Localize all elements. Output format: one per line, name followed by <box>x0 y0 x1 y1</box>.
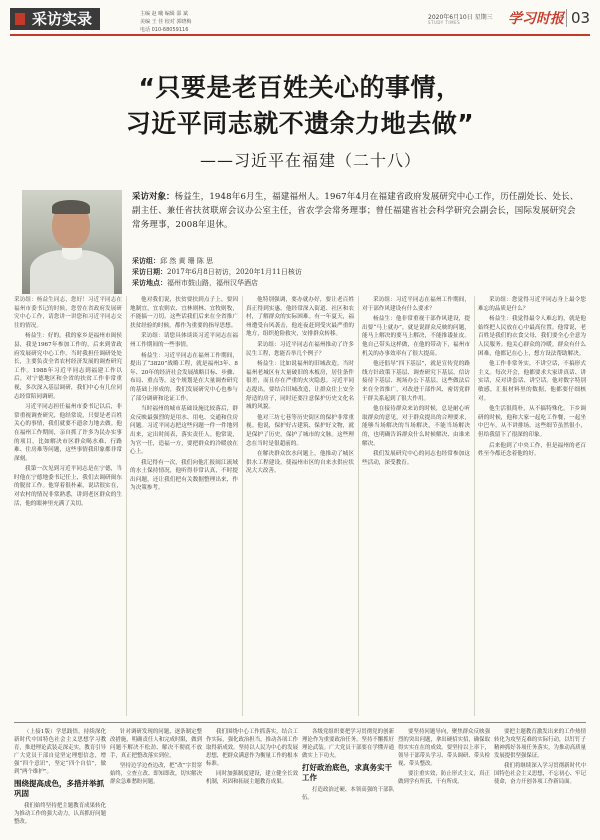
article-paragraph: 他还倡导“四下基层”，就是宣传党的路线方针政策下基层、调查研究下基层、信访接待下基层、现场办公下基层。这些做法后来在全省推广，对改进干部作风、密切党群干群关系起到了很大作用。 <box>362 361 470 402</box>
headline-line-2: 习近平同志就不遗余力地去做” <box>125 109 475 138</box>
secondary-paragraph: 各级党组织要把学习贯彻党的创新理论作为重要政治任务，坚持不懈抓好理论武装。广大党员干部要在学懂弄通做实上下功夫。 <box>302 729 394 759</box>
secondary-paragraph: 针对调研发现的问题，逐条制定整改措施，明确责任人和完成时限，做到问题不解决不松劲、解决不彻底不放手，真正把整改落实到位。 <box>110 729 202 759</box>
page-number: 03 <box>566 9 590 27</box>
column-rule <box>358 296 359 716</box>
article-column <box>246 296 354 716</box>
secondary-paragraph: 我们始终坚持把主题教育成果转化为推动工作的强大动力，认真抓好问题整改。 <box>14 803 106 825</box>
article-paragraph: 我第一次见到习近平同志是在宁德，当时他在宁德地委书记任上，我们去调研闽东的脱贫工作。他穿着很朴素，说话很实在，对农村的情况非常熟悉，讲到老区群众的生活，他的眼神里充满了关切。 <box>14 466 122 507</box>
editor-line: 主编 赵 曦 编辑 邵 斌 <box>140 11 188 17</box>
secondary-paragraph: 我们将继续深入学习贯彻新时代中国特色社会主义思想，不忘初心、牢记使命，奋力开创各项工作新局面。 <box>494 763 586 785</box>
section-divider <box>14 722 586 723</box>
secondary-column <box>494 728 586 836</box>
time-label: 采访日期： <box>132 268 167 276</box>
article-paragraph: 采访组：请您具体谈谈习近平同志在福州工作期间的一些事情。 <box>130 333 238 348</box>
designer-line: 美编 王 佳 校对 郭晓梅 <box>140 19 192 25</box>
secondary-column <box>14 728 106 836</box>
secondary-paragraph: 我们围绕中心工作抓落实，结合工作实际，强化政治担当，推动各项工作取得新成效。坚持以人民为中心的发展思想，把群众满意作为衡量工作的根本标准。 <box>206 729 298 767</box>
interviewee-photo <box>22 190 122 294</box>
secondary-paragraph: 要把主题教育激发出来的工作热情转化为攻坚克难的实际行动，以钉钉子精神抓好各项任务落实，为推动高质量发展提供坚强保证。 <box>494 729 586 759</box>
article-paragraph: 他对三坊七巷等历史街区的保护非常重视。他说，保护好古建筑、保护好文物，就是保护了历史，保护了城市的文脉。这些理念在当时是很超前的。 <box>246 414 354 447</box>
phone-line: 电话 010-68059116 <box>140 27 189 33</box>
bio-label: 采访对象： <box>132 192 175 202</box>
secondary-column <box>398 728 490 836</box>
article-paragraph: 我们发展研究中心的同志也经常参加这些活动，深受教育。 <box>362 451 470 466</box>
article-paragraph: 我记得有一次，我们向他汇报闽江流域的水土保持情况，他听得非常认真，不时提出问题，还让我们把有关数据整理出来，作为决策参考。 <box>130 459 238 492</box>
subheading: 围绕提高成色，多措并举抓巩固 <box>14 779 104 798</box>
article-body <box>14 296 586 716</box>
article-paragraph: 采访组：习近平同志在福州推动了许多民生工程，您能否举几个例子？ <box>246 341 354 357</box>
article-column <box>14 296 122 716</box>
article-column <box>362 296 470 716</box>
secondary-paragraph: （上接1版）学思践悟，持续深化新时代中国特色社会主义思想学习教育，推进理论武装走深走实，教育引导广大党员干部自觉坚定理想信念，增强“四个意识”，坚定“四个自信”，做到“两个维护”。 <box>14 729 106 775</box>
headline-subtitle: ——习近平在福建（二十八） <box>200 151 422 170</box>
column-rule <box>474 296 475 716</box>
section-title: 采访实录 <box>32 10 93 28</box>
article-paragraph: 当时福州的城市基础设施比较落后，群众反映最强烈的是用水、用电、交通和住房问题。习近平同志把这些问题一件一件地列出来，定出时间表，落实责任人。他常说，为官一任，造福一方，要把群众的冷暖放在心上。 <box>130 406 238 456</box>
article-paragraph: 采访组：习近平同志在福州工作期间，对干部作风建设有什么要求？ <box>362 297 470 312</box>
article-paragraph: 他生活很简朴，从不搞特殊化。下乡调研的时候，他和大家一起吃工作餐，一起坐中巴车，从不讲排场。这些细节虽然很小，但给我留下了很深的印象。 <box>478 406 586 438</box>
interviewer-names: 邱 然 黄 珊 陈 思 <box>160 257 214 265</box>
article-paragraph: 他对我们说，扶贫要扶到点子上，要因地制宜，宜农则农、宜林则林、宜牧则牧，不能搞一刀切。这些话我们后来在全省推广扶贫经验的时候，都作为重要的指导思想。 <box>130 297 238 329</box>
interviewer-row <box>132 256 302 267</box>
article-paragraph: 他特别强调，要办就办好，要让老百姓真正得到实惠。他经常深入街道、社区和农村，了解群众的实际困难。有一年夏天，福州遭受台风袭击，他连夜赶到受灾最严重的地方，组织抢险救灾，安排群众转移。 <box>246 297 354 338</box>
secondary-paragraph: 同时加强制度建设，建立健全长效机制，巩固和拓展主题教育成果。 <box>206 771 298 785</box>
interview-place: 福州市鼓山路，福州汉华酒店 <box>167 279 258 287</box>
article-paragraph: 杨益生：习近平同志在福州工作期间，提出了“3820”战略工程，就是福州3年、8年、20年的经济社会发展战略目标、步骤、布局、重点等。这个规划是在大量调查研究的基础上形成的，我们发展研究中心也参与了部分调研和论证工作。 <box>130 352 238 402</box>
secondary-paragraph: 要坚持问题导向，聚焦群众反映强烈的突出问题，拿出硬招实招，确保取得实实在在的成效。要坚持以上率下，领导干部带头学习、带头调研、带头检视、带头整改。 <box>398 729 490 767</box>
secondary-article <box>14 728 586 836</box>
bio-text: 杨益生，1948年6月生，福建福州人。1967年4月在福建省政府发展研究中心工作，历任副处长、处长、副主任、兼任省扶贫联席会议办公室主任，省农学会常务理事；曾任福建省社会科学研究会副会长，国际发展研究会常务理事，2008年退休。 <box>132 192 579 230</box>
place-label: 采访地点： <box>132 279 167 287</box>
article-paragraph: 杨益生：我觉得最令人难忘的，就是他始终把人民放在心中最高位置。他常说，老百姓是我们的衣食父母，我们要全心全意为人民服务。他关心群众的冷暖，群众有什么困难，他都记在心上，想方设法帮助解决。 <box>478 316 586 357</box>
article-paragraph: 习近平同志担任福州市委书记以后，非常重视调查研究，他经常说，只要是老百姓关心的事情，我们就要不遗余力地去做。他在福州工作期间，亲自抓了许多为民办实事的项目，比如解决市区群众喝水难、行路难、住房难等问题，这些事情我印象都非常深刻。 <box>14 404 122 462</box>
secondary-paragraph: 要注重实效，防止形式主义，真正做到学有所获、干有所成。 <box>398 771 490 785</box>
issue-date: 2020年6月10日 星期三 <box>428 14 493 21</box>
editor-credits <box>140 10 280 34</box>
secondary-paragraph: 打造政治过硬、本领高强的干部队伍。 <box>302 787 394 801</box>
article-column <box>478 296 586 716</box>
column-rule <box>126 296 127 716</box>
article-paragraph: 后来他到了中央工作，但是福州的老百姓至今都还念着他的好。 <box>478 442 586 458</box>
masthead: 学习时报 <box>508 11 564 27</box>
article-paragraph: 采访组：您觉得习近平同志身上最令您难忘的品质是什么？ <box>478 297 586 312</box>
article-column <box>130 296 238 716</box>
interviewer-label: 采访组： <box>132 257 160 265</box>
secondary-column <box>110 728 202 836</box>
headline <box>20 70 580 142</box>
edition-label: STUDY TIMES <box>428 20 461 25</box>
secondary-column <box>302 728 394 836</box>
photo-hair <box>52 200 90 214</box>
article-paragraph: 杨益生：好的。我的家乡是福州市闽侯县，我是1967年参加工作的，后来到省政府发展研究中心工作。当时我担任调研处处长，主要负责全省农村经济发展的调查研究工作。1988年习近平同志到福建工作以后，对宁德地区和全省的扶贫工作非常重视，多次深入基层调研，我们中心有几位同志经常陪同调研。 <box>14 333 122 400</box>
article-paragraph: 杨益生：他非常重视干部作风建设，提出要“马上就办”，就是说群众反映的问题，能马上解决的要马上解决，不能推诿扯皮。他自己带头这样做，在他的带动下，福州市机关的办事效率有了很大提高。 <box>362 316 470 357</box>
page-header <box>10 6 590 36</box>
section-tag <box>10 8 100 30</box>
photo-collar <box>62 248 82 260</box>
headline-line-1: “只要是老百姓关心的事情， <box>138 73 462 102</box>
column-rule <box>242 296 243 716</box>
interview-time-row <box>132 267 302 278</box>
subheading: 打好政治底色，求真务实干工作 <box>302 763 392 782</box>
article-paragraph: 杨益生：比如说福州的旧城改造。当时福州老城区有大量破旧的木板房，居住条件很差，而且存在严重的火灾隐患。习近平同志提出，要结合旧城改造，让群众住上安全舒适的房子，同时还要注意保护历史文化名城的风貌。 <box>246 361 354 411</box>
article-paragraph: 他在接待群众来访的时候，总是耐心听取群众的意见，对于群众提出的合理要求，能够当场解决的当场解决，不能当场解决的，也明确告诉群众什么时候解决、由谁来解决。 <box>362 406 470 447</box>
article-paragraph: 他工作非常务实，不讲空话，不搞形式主义。每次开会，他都要求大家讲真话、讲实话，反对讲套话、讲空话。他对数字特别敏感，汇报材料里的数据，他都要仔细核对。 <box>478 361 586 402</box>
article-paragraph: 采访组：杨益生同志，您好！习近平同志在福州市委书记的时候，您曾在省政府发展研究中心工作，请您讲一讲您和习近平同志交往的情况。 <box>14 297 122 329</box>
interview-place-row <box>132 278 302 289</box>
secondary-column <box>206 728 298 836</box>
section-marker-icon <box>15 13 25 25</box>
interview-info <box>132 256 302 289</box>
secondary-paragraph: 坚持边学边查边改，把“改”字贯穿始终，立查立改、即知即改，切实解决群众急难愁盼问题。 <box>110 763 202 785</box>
interview-time: 2017年6月8日初访，2020年1月11日核访 <box>167 268 302 276</box>
article-paragraph: 在解决群众饮水问题上，他推动了城区供水工程建设，使福州市区的自来水供应状况大大改善。 <box>246 451 354 475</box>
